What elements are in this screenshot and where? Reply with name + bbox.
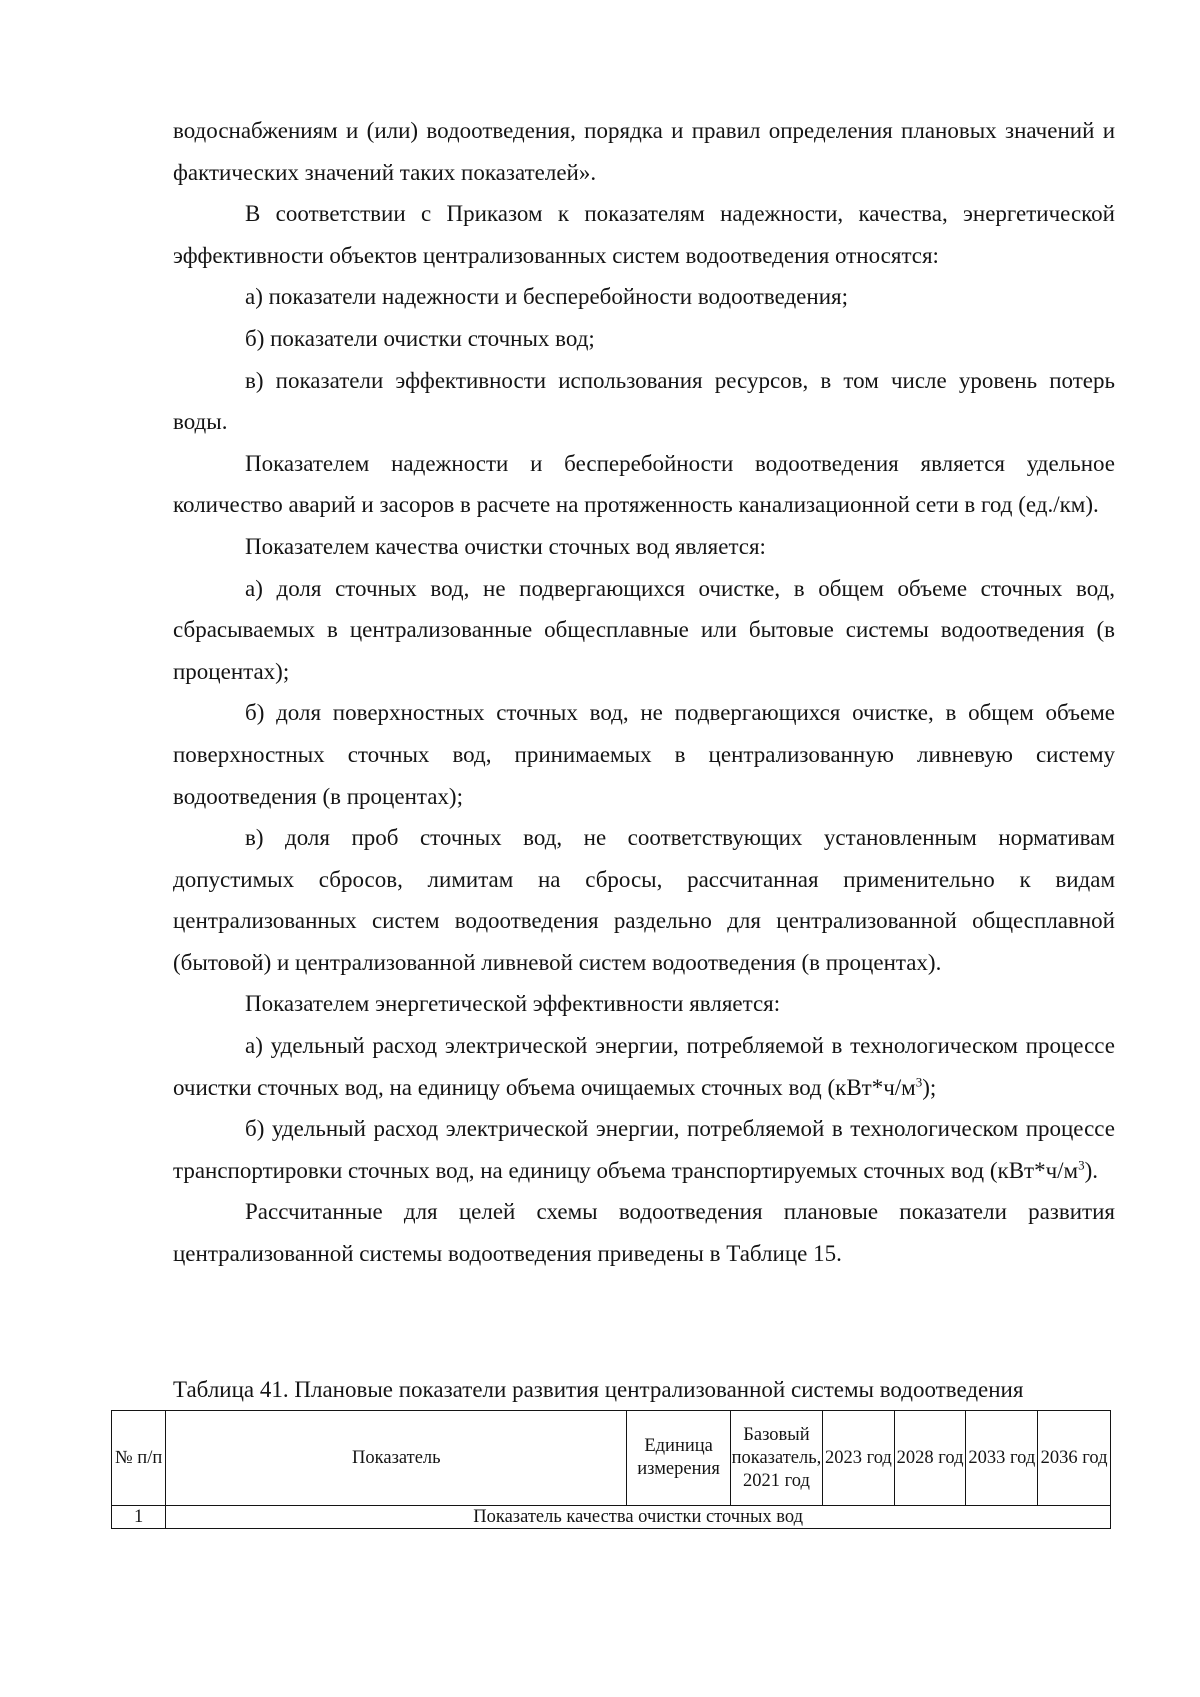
list-item: а) доля сточных вод, не подвергающихся очистке, в общем объеме сточных вод, сбрасываемых в централизованные общесплавные или бытовые системы водоотведения (в процентах); bbox=[173, 575, 1115, 684]
list-item-text: б) удельный расход электрической энергии, потребляемой в технологическом процессе транспортировки сточных вод, на единицу объема транспортируемых сточных вод (кВт*ч/м bbox=[173, 1116, 1115, 1183]
list-item: б) показатели очистки сточных вод; bbox=[245, 325, 595, 351]
superscript: 3 bbox=[915, 1074, 923, 1089]
table-caption: Таблица 41. Плановые показатели развития централизованной системы водоотведения bbox=[173, 1377, 1024, 1402]
section-title: Показатель качества очистки сточных вод bbox=[166, 1506, 1111, 1529]
header-2036: 2036 год bbox=[1038, 1411, 1111, 1506]
list-item bbox=[173, 1025, 1115, 1108]
paragraph: Показателем качества очистки сточных вод является: bbox=[245, 533, 766, 559]
list-item: в) доля проб сточных вод, не соответствующих установленным нормативам допустимых сбросов, лимитам на сбросы, рассчитанная применительно к видам централизованных систем водоотведения раздельно для централизованной общесплавной (бытовой) и централизованной ливневой систем водоотведения (в процентах). bbox=[173, 825, 1115, 975]
paragraph: Рассчитанные для целей схемы водоотведения плановые показатели развития централизованной системы водоотведения приведены в Таблице 15. bbox=[173, 1199, 1115, 1267]
list-item-text: ); bbox=[922, 1074, 937, 1100]
list-item: б) доля поверхностных сточных вод, не подвергающихся очистке, в общем объеме поверхностных сточных вод, принимаемых в централизованную ливневую систему водоотведения (в процентах); bbox=[173, 700, 1115, 809]
header-num: № п/п bbox=[112, 1411, 166, 1506]
list-item-text: ). bbox=[1084, 1157, 1099, 1183]
header-base: Базовый показатель, 2021 год bbox=[730, 1411, 822, 1506]
paragraph: водоснабжениям и (или) водоотведения, порядка и правил определения плановых значений и фактических значений таких показателей». bbox=[173, 118, 1115, 185]
table-header-row bbox=[112, 1411, 1111, 1506]
list-item bbox=[173, 1108, 1115, 1191]
header-indicator: Показатель bbox=[166, 1411, 627, 1506]
plan-indicators-table bbox=[111, 1410, 1111, 1529]
paragraph: Показателем энергетической эффективности является: bbox=[245, 991, 781, 1017]
table-row bbox=[112, 1506, 1111, 1529]
list-item: а) показатели надежности и бесперебойности водоотведения; bbox=[245, 284, 848, 310]
header-unit: Единица измерения bbox=[627, 1411, 730, 1506]
list-item-text: а) удельный расход электрической энергии, потребляемой в технологическом процессе очистки сточных вод, на единицу объема очищаемых сточных вод (кВт*ч/м bbox=[173, 1033, 1115, 1100]
paragraph: В соответствии с Приказом к показателям надежности, качества, энергетической эффективности объектов централизованных систем водоотведения относятся: bbox=[173, 201, 1115, 268]
row-num: 1 bbox=[112, 1506, 166, 1529]
superscript: 3 bbox=[1078, 1157, 1085, 1173]
header-2023: 2023 год bbox=[823, 1411, 895, 1506]
header-2028: 2028 год bbox=[894, 1411, 966, 1506]
list-item: в) показатели эффективности использования ресурсов, в том числе уровень потерь воды. bbox=[173, 367, 1115, 435]
header-2033: 2033 год bbox=[966, 1411, 1038, 1506]
paragraph: Показателем надежности и бесперебойности водоотведения является удельное количество аварий и засоров в расчете на протяженность канализационной сети в год (ед./км). bbox=[173, 450, 1115, 518]
body-text bbox=[173, 110, 1115, 1275]
